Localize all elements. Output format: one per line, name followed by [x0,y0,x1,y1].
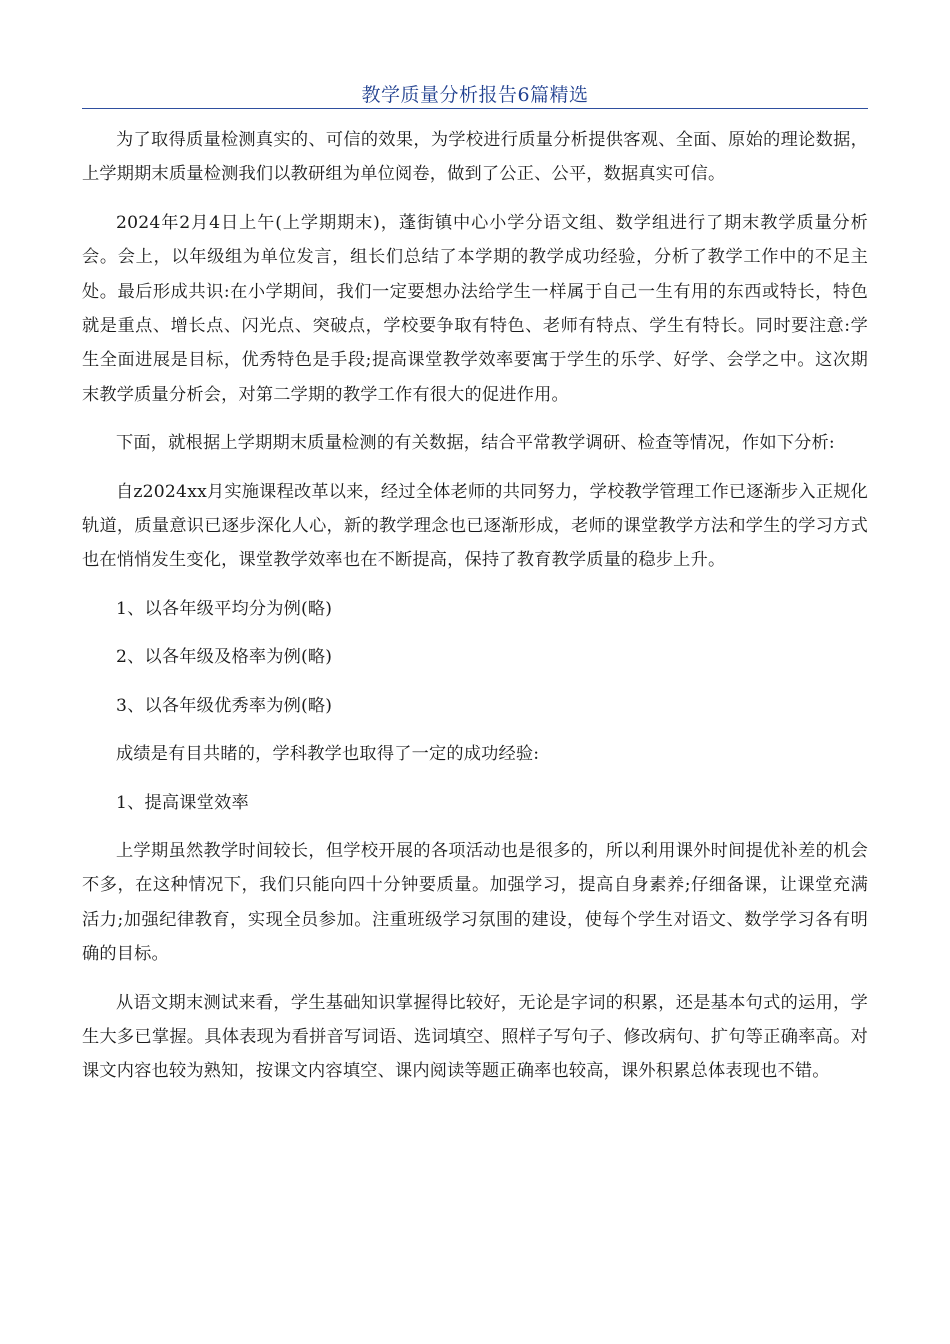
paragraph-reform: 自z2024xx月实施课程改革以来，经过全体老师的共同努力，学校教学管理工作已逐渐步入正规化轨道，质量意识已逐步深化人心，新的教学理念也已逐渐形成，老师的课堂教学方法和学生的学习方式也在悄悄发生变化，课堂教学效率也在不断提高，保持了教育教学质量的稳步上升。 [82,481,868,571]
list-item-average: 1、以各年级平均分为例(略) [116,598,333,619]
paragraph-efficiency: 上学期虽然教学时间较长，但学校开展的各项活动也是很多的，所以利用课外时间提优补差的机会不多，在这种情况下，我们只能向四十分钟要质量。加强学习，提高自身素养;仔细备课，让课堂充满活力;加强纪律教育，实现全员参加。注重班级学习氛围的建设，使每个学生对语文、数学学习各有明确的目标。 [82,840,868,965]
paragraph-chinese-exam: 从语文期末测试来看，学生基础知识掌握得比较好，无论是字词的积累，还是基本句式的运用，学生大多已掌握。具体表现为看拼音写词语、选词填空、照样子写句子、修改病句、扩句等正确率高。对课文内容也较为熟知，按课文内容填空、课内阅读等题正确率也较高，课外积累总体表现也不错。 [82,992,868,1082]
list-item-excellent-rate: 3、以各年级优秀率为例(略) [116,695,333,716]
paragraph-meeting: 2024年2月4日上午(上学期期末)，蓬街镇中心小学分语文组、数学组进行了期末教学质量分析会。会上，以年级组为单位发言，组长们总结了本学期的教学成功经验，分析了教学工作中的不足主处。最后形成共识:在小学期间，我们一定要想办法给学生一样属于自己一生有用的东西或特长，特色就是重点、增长点、闪光点、突破点，学校要争取有特色、老师有特点、学生有特长。同时要注意:学生全面进展是目标，优秀特色是手段;提高课堂教学效率要寓于学生的乐学、好学、会学之中。这次期末教学质量分析会，对第二学期的教学工作有很大的促进作用。 [82,212,868,405]
document-title: 教学质量分析报告6篇精选 [361,84,589,106]
document-body [82,123,868,1103]
list-item-pass-rate: 2、以各年级及格率为例(略) [116,647,333,668]
paragraph-analysis-lead: 下面，就根据上学期期末质量检测的有关数据，结合平常教学调研、检查等情况，作如下分析: [116,433,835,454]
paragraph-results: 成绩是有目共睹的，学科教学也取得了一定的成功经验: [116,744,540,765]
title-underline [82,108,868,109]
paragraph-intro: 为了取得质量检测真实的、可信的效果，为学校进行质量分析提供客观、全面、原始的理论数据，上学期期末质量检测我们以教研组为单位阅卷，做到了公正、公平，数据真实可信。 [82,130,868,185]
section-heading-efficiency: 1、提高课堂效率 [116,792,249,813]
